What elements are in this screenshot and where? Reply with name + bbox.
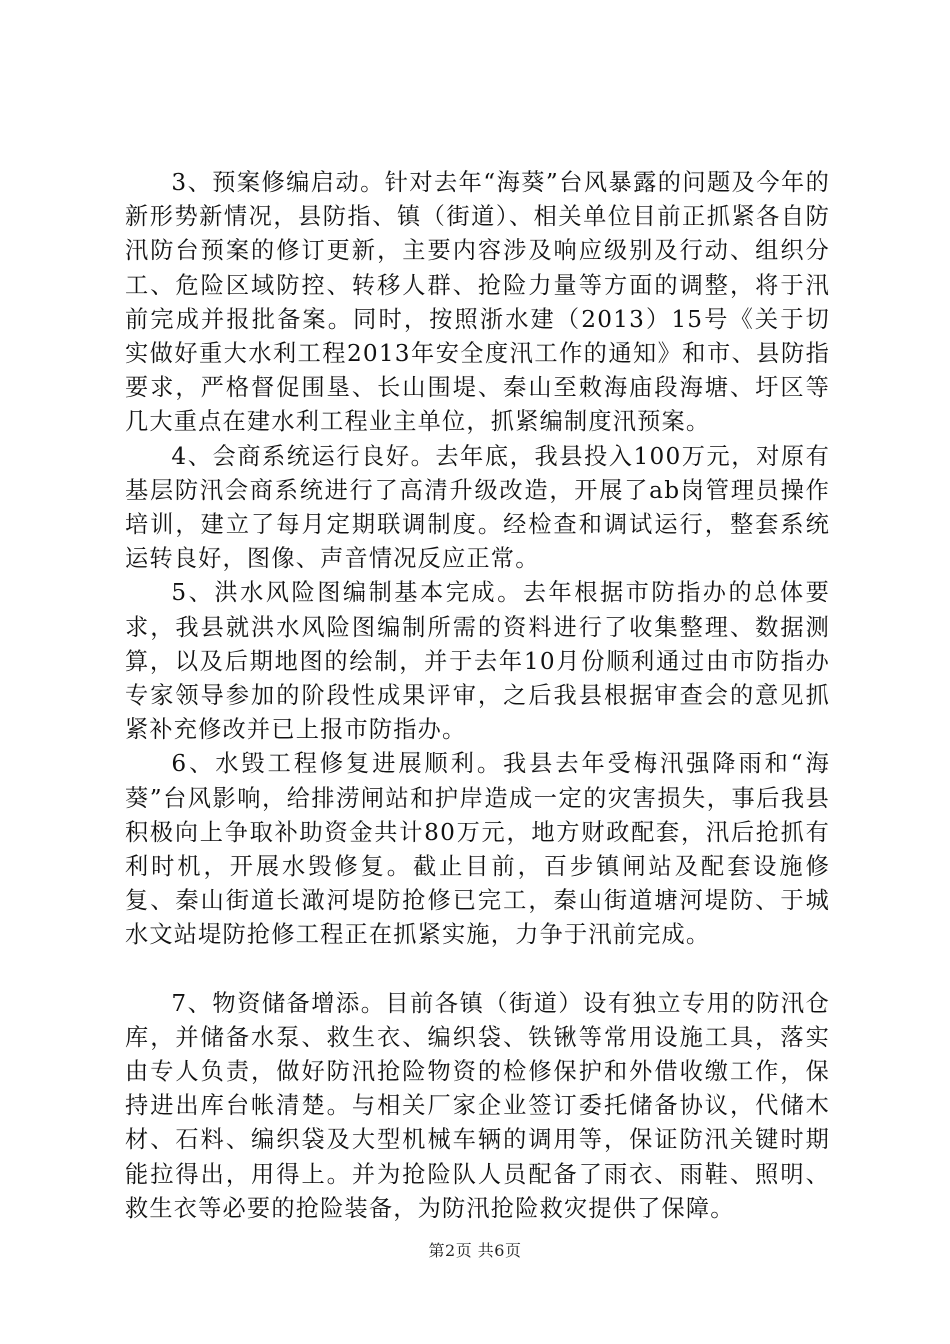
paragraph-7-material-reserve: 7、物资储备增添。目前各镇（街道）设有独立专用的防汛仓库，并储备水泵、救生衣、编织袋、铁锹等常用设施工具，落实由专人负责，做好防汛抢险物资的检修保护和外借收缴工作，保持进出库台帐清楚。与相关厂家企业签订委托储备协议，代储木材、石料、编织袋及大型机械车辆的调用等，保证防汛关键时期能拉得出，用得上。并为抢险队人员配备了雨衣、雨鞋、照明、救生衣等必要的抢险装备，为防汛抢险救灾提供了保障。	[125, 989, 830, 1222]
page-number-footer: 第2页 共6页	[428, 1241, 522, 1260]
paragraph-5-flood-risk-map: 5、洪水风险图编制基本完成。去年根据市防指办的总体要求，我县就洪水风险图编制所需的资料进行了收集整理、数据测算，以及后期地图的绘制，并于去年10月份顺利通过由市防指办专家领导参加的阶段性成果评审，之后我县根据审查会的意见抓紧补充修改并已上报市防指办。	[125, 579, 830, 744]
paragraph-3-contingency-plan: 3、预案修编启动。针对去年“海葵”台风暴露的问题及今年的新形势新情况，县防指、镇（街道）、相关单位目前正抓紧各自防汛防台预案的修订更新，主要内容涉及响应级别及行动、组织分工、危险区域防控、转移人群、抢险力量等方面的调整，将于汛前完成并报批备案。同时，按照浙水建（2013）15号《关于切实做好重大水利工程2013年安全度汛工作的通知》和市、县防指要求，严格督促围垦、长山围堤、秦山至敕海庙段海塘、圩区等几大重点在建水利工程业主单位，抓紧编制度汛预案。	[125, 169, 830, 436]
document-body	[125, 166, 830, 1226]
paragraph-6-damage-repair: 6、水毁工程修复进展顺利。我县去年受梅汛强降雨和“海葵”台风影响，给排涝闸站和护岸造成一定的灾害损失，事后我县积极向上争取补助资金共计80万元，地方财政配套，汛后抢抓有利时机，开展水毁修复。截止目前，百步镇闸站及配套设施修复、秦山街道长澉河堤防抢修已完工，秦山街道塘河堤防、于城水文站堤防抢修工程正在抓紧实施，力争于汛前完成。	[125, 750, 830, 949]
paragraph-4-consultation-system: 4、会商系统运行良好。去年底，我县投入100万元，对原有基层防汛会商系统进行了高清升级改造，开展了ab岗管理员操作培训，建立了每月定期联调制度。经检查和调试运行，整套系统运转良好，图像、声音情况反应正常。	[125, 442, 830, 573]
